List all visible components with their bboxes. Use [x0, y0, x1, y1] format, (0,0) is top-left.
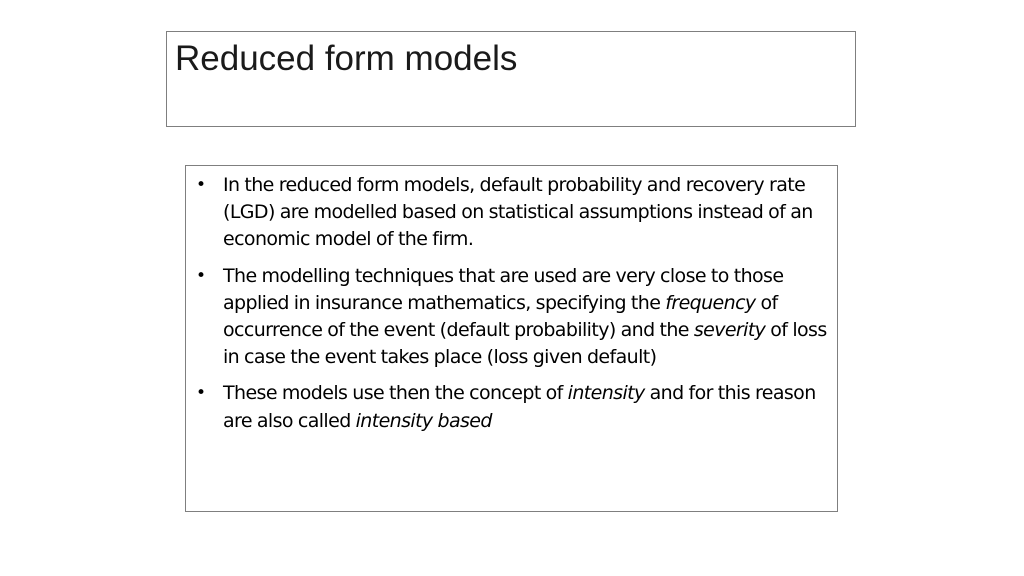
bullet-dot-icon: •	[196, 175, 206, 195]
bullet-text: These models use then the concept of intensity and for this reason are also called intensity based	[223, 382, 816, 432]
bullet-text: The modelling techniques that are used are very close to those applied in insurance mathematics, specifying the frequency of occurrence of the event (default probability) and the severity of loss in case the event takes place (loss given default)	[223, 264, 827, 369]
italic-term: frequency	[665, 291, 756, 314]
italic-term: intensity	[567, 382, 645, 405]
bullet-dot-icon: •	[196, 265, 206, 286]
bullet-text: In the reduced form models, default probability and recovery rate (LGD) are modelled based on statistical assumptions instead of an economic model of the firm.	[223, 174, 813, 251]
bullet-list	[194, 172, 828, 444]
bullet-item	[194, 172, 828, 254]
slide-title: Reduced form models	[175, 39, 518, 78]
bullet-item	[194, 380, 828, 434]
italic-term: severity	[693, 319, 766, 342]
italic-term: intensity based	[355, 409, 492, 432]
bullet-item	[194, 263, 828, 372]
bullet-dot-icon: •	[196, 383, 206, 404]
title-placeholder	[166, 31, 856, 127]
content-placeholder	[185, 165, 838, 512]
